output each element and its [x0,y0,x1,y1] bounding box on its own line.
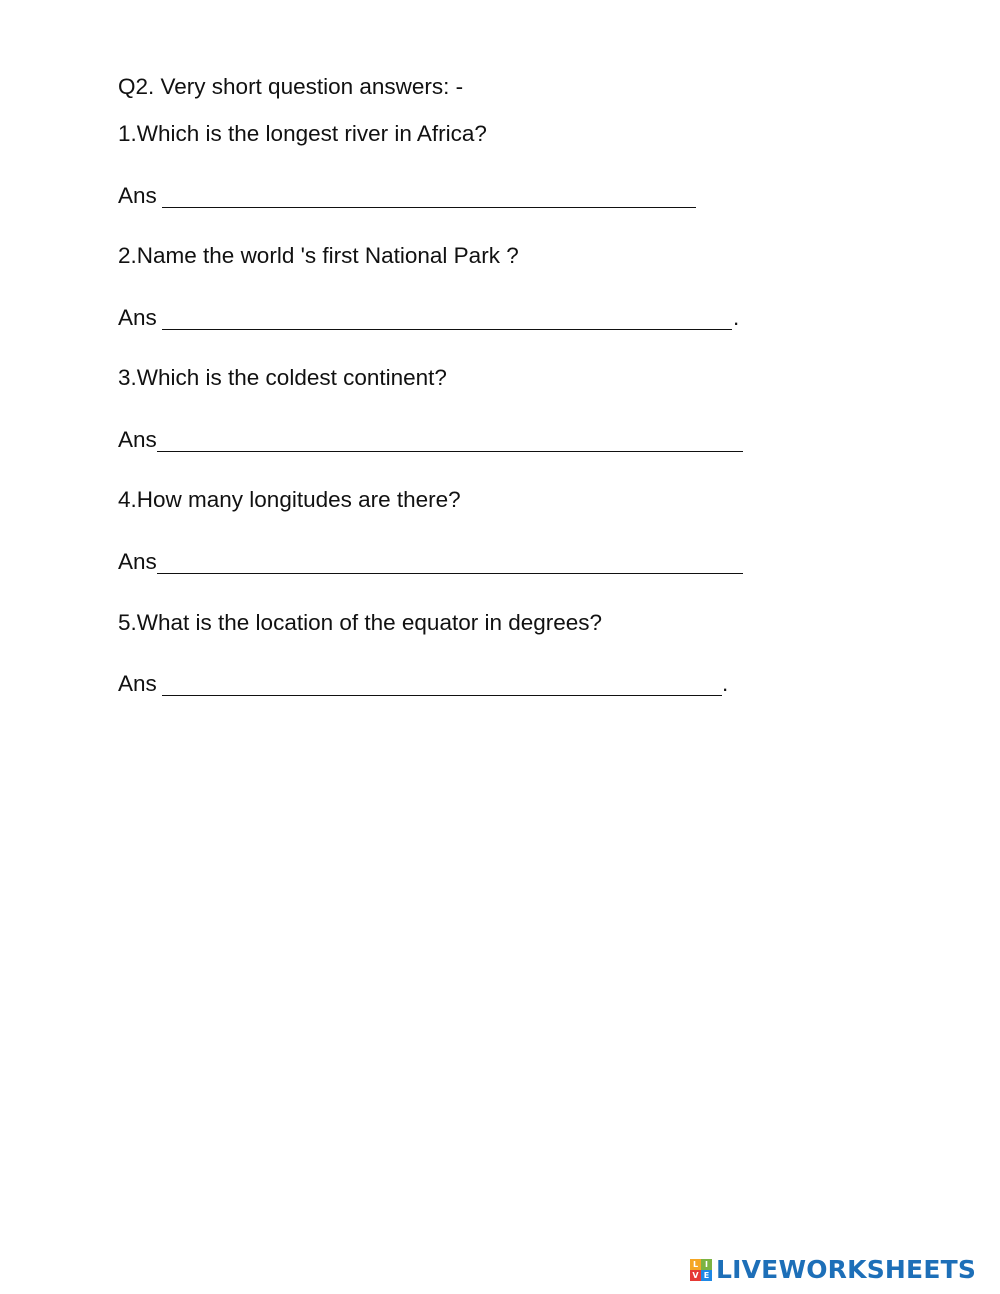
question-4: 4.How many longitudes are there? [118,487,461,512]
answer-label: Ans [118,549,157,574]
liveworksheets-logo-icon: L I V E [690,1259,712,1281]
answer-end-mark: . [733,305,740,330]
brand-name: LIVEWORKSHEETS [716,1255,977,1284]
question-5: 5.What is the location of the equator in degrees? [118,610,603,635]
section-heading: Q2. Very short question answers: - [118,74,464,99]
answer-field-1[interactable] [162,207,696,208]
answer-field-2[interactable] [162,329,732,330]
answer-label: Ans [118,183,157,208]
answer-label: Ans [118,427,157,452]
answer-label: Ans [118,305,157,330]
answer-end-mark: . [722,671,729,696]
answer-field-4[interactable] [157,573,743,574]
answer-field-3[interactable] [157,451,743,452]
question-1: 1.Which is the longest river in Africa? [118,121,487,146]
question-3: 3.Which is the coldest continent? [118,365,447,390]
answer-label: Ans [118,671,157,696]
question-2: 2.Name the world 's first National Park ? [118,243,519,268]
liveworksheets-brand [690,1256,976,1284]
answer-field-5[interactable] [162,695,722,696]
